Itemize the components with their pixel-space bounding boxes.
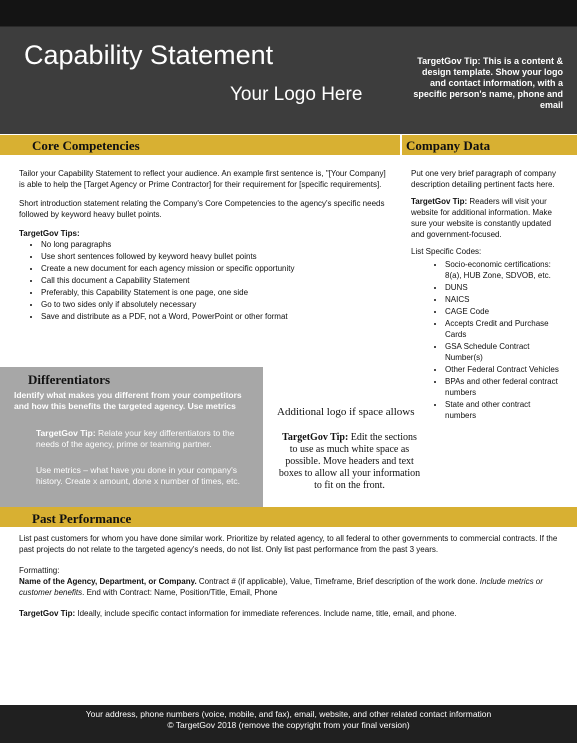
core-competencies-body	[19, 168, 389, 323]
company-tip-text: Readers will visit your website for additional information. Make sure your website is constantly updated and government-focused.	[411, 197, 552, 239]
core-tips-label: TargetGov Tips:	[19, 229, 80, 238]
formatting-normal: Contract # (if applicable), Value, Timeframe, Brief description of the work done.	[196, 577, 480, 586]
list-item: • Accepts Credit and Purchase Cards	[445, 318, 561, 340]
past-tip-text: Ideally, include specific contact information for immediate references. Include name, title, email, and phone.	[75, 609, 457, 618]
list-item: • Use short sentences followed by keyword heavy bullet points	[41, 251, 389, 262]
list-item: • State and other contract numbers	[445, 399, 561, 421]
core-paragraph-1: Tailor your Capability Statement to reflect your audience. An example first sentence is, "[Your Company] is able to help the [Target Agency or Prime Contractor] for their requirement for [specific requirements].	[19, 169, 386, 189]
list-item: • GSA Schedule Contract Number(s)	[445, 341, 561, 363]
list-item: • Preferably, this Capability Statement is one page, one side	[41, 287, 389, 298]
footer-contact: Your address, phone numbers (voice, mobile, and fax), email, website, and other related contact information	[85, 709, 492, 719]
header-tip-text: This is a content & design template. Show your logo and contact information, with a specific person's name, phone and email	[413, 56, 563, 110]
list-item: • Save and distribute as a PDF, not a Word, PowerPoint or other format	[41, 311, 389, 322]
additional-tip-text: Edit the sections to use as much white space as possible. Move headers and text boxes to allow all your information to fit on the front.	[278, 432, 421, 491]
differentiators-tip-text: Relate your key differentiators to the needs of the agency, prime or teaming partner.	[36, 428, 235, 449]
additional-tip-label: TargetGov Tip:	[282, 432, 349, 443]
additional-logo-tip	[277, 432, 422, 492]
company-data-bar	[402, 135, 577, 155]
list-item: • No long paragraphs	[41, 239, 389, 250]
formatting-end: . End with Contract: Name, Position/Title, Email, Phone	[82, 588, 278, 597]
past-performance-body	[19, 533, 559, 629]
list-item: • DUNS	[445, 282, 561, 293]
core-paragraph-2: Short introduction statement relating the Company's Core Competencies to the agency's specific needs followed by keyword heavy bullet points.	[19, 199, 385, 219]
logo-placeholder: Your Logo Here	[230, 84, 363, 105]
list-item: • Other Federal Contract Vehicles	[445, 364, 561, 375]
company-tip	[411, 196, 561, 240]
past-performance-heading: Past Performance	[32, 511, 132, 526]
company-tip-label: TargetGov Tip:	[411, 197, 468, 206]
additional-logo-placeholder: Additional logo if space allows	[277, 406, 415, 418]
list-item: • NAICS	[445, 294, 561, 305]
list-item: • Call this document a Capability Statement	[41, 275, 389, 286]
differentiators-intro: Identify what makes you different from your competitors and how this benefits the targeted agency. Use metrics	[14, 390, 242, 411]
page-title: Capability Statement	[24, 40, 274, 70]
company-paragraph: Put one very brief paragraph of company description detailing pertinent facts here.	[411, 169, 556, 189]
differentiators-heading: Differentiators	[28, 372, 111, 387]
past-tip-label: TargetGov Tip:	[19, 609, 76, 618]
codes-list	[411, 259, 561, 421]
list-item: • Socio-economic certifications: 8(a), HUB Zone, SDVOB, etc.	[445, 259, 561, 281]
differentiators-tip-label: TargetGov Tip:	[36, 428, 96, 438]
company-data-heading: Company Data	[406, 138, 491, 153]
past-paragraph: List past customers for whom you have done similar work. Prioritize by related agency, to all federal to other governments to commercial contracts. If the past projects do not relate to the targeted agency's needs, do not list. Only list past performance from the past 3 years.	[19, 534, 558, 554]
codes-label: List Specific Codes:	[411, 247, 482, 256]
footer-copyright: © TargetGov 2018 (remove the copyright from your final version)	[167, 720, 410, 730]
list-item: • Go to two sides only if absolutely necessary	[41, 299, 389, 310]
list-item: • BPAs and other federal contract numbers	[445, 376, 561, 398]
past-performance-bar	[0, 507, 577, 527]
core-competencies-bar	[0, 135, 400, 155]
header-tip-label: TargetGov Tip:	[417, 56, 481, 66]
past-tip	[19, 608, 559, 619]
formatting-bold: Name of the Agency, Department, or Company.	[19, 577, 197, 586]
company-data-body	[411, 168, 561, 422]
formatting-line	[19, 576, 559, 598]
header-tip	[413, 56, 563, 111]
differentiators-metrics: Use metrics – what have you done in your company's history. Create x amount, done x number of times, etc.	[36, 465, 240, 486]
list-item: • CAGE Code	[445, 306, 561, 317]
list-item: • Create a new document for each agency mission or specific opportunity	[41, 263, 389, 274]
differentiators-tip	[36, 428, 258, 450]
formatting-italic: Include metrics or customer benefits	[19, 577, 543, 597]
core-competencies-heading: Core Competencies	[32, 138, 140, 153]
core-tips-list	[19, 239, 389, 322]
formatting-label: Formatting:	[19, 566, 60, 575]
